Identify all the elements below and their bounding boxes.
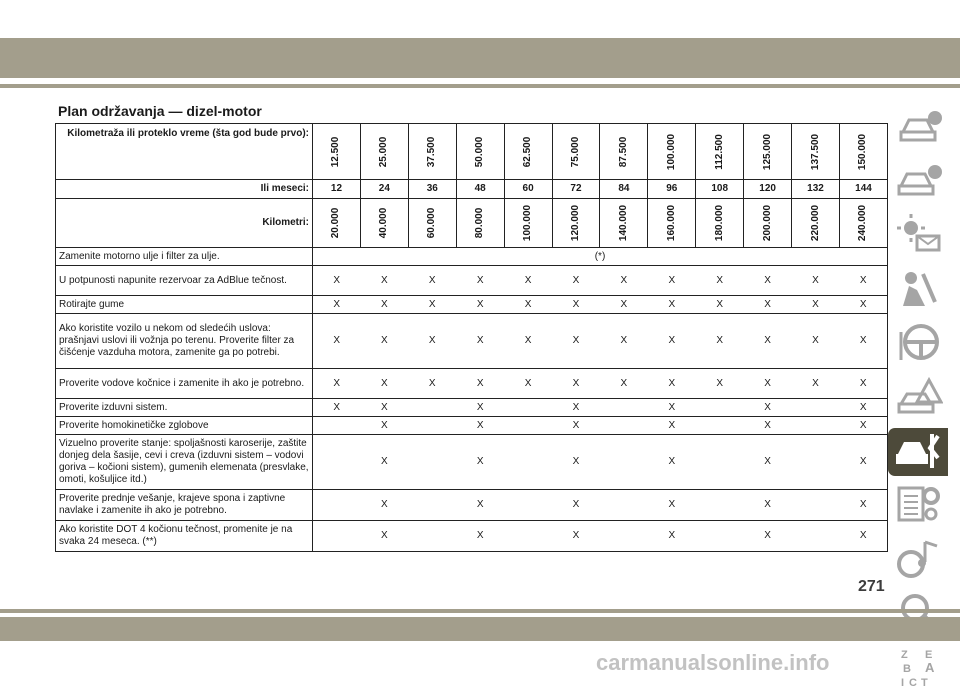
service-mark: X (744, 417, 792, 435)
service-mark (408, 521, 456, 552)
header-km-value: 75.000 (569, 136, 581, 167)
service-mark: X (504, 266, 552, 296)
service-mark: X (839, 399, 887, 417)
service-mark: X (456, 399, 504, 417)
header-months-label: Ili meseci: (56, 180, 313, 199)
sidebar-tab[interactable] (892, 644, 946, 692)
header-km-value: 50.000 (474, 136, 486, 167)
sidebar-tab[interactable] (892, 374, 946, 422)
service-mark: X (839, 296, 887, 314)
header-km-value: 125.000 (761, 133, 773, 170)
header-km-cell (839, 124, 887, 180)
watermark: carmanualsonline.info (596, 650, 830, 675)
service-mark: X (839, 490, 887, 521)
header-km2-value: 100.000 (522, 204, 534, 242)
header-km2-value: 80.000 (474, 207, 486, 239)
service-label: Ako koristite DOT 4 kočionu tečnost, promenite je na svaka 24 meseca. (**) (56, 521, 313, 552)
service-label: Proverite homokinetičke zglobove (56, 417, 313, 435)
service-mark: X (456, 490, 504, 521)
service-mark: X (839, 266, 887, 296)
service-row (56, 369, 888, 399)
service-mark (313, 435, 361, 490)
service-mark: X (552, 417, 600, 435)
service-mark: X (313, 314, 361, 369)
service-mark: X (313, 399, 361, 417)
header-km2-value: 160.000 (665, 204, 677, 242)
service-mark (600, 399, 648, 417)
service-mark: X (360, 490, 408, 521)
sidebar-tab[interactable] (892, 212, 946, 260)
header-km-value: 150.000 (857, 133, 869, 170)
service-mark (504, 399, 552, 417)
service-mark: X (360, 266, 408, 296)
header-month-cell: 84 (600, 180, 648, 199)
header-km-value: 25.000 (378, 136, 390, 167)
service-row (56, 399, 888, 417)
service-row (56, 296, 888, 314)
sidebar-tab[interactable] (892, 482, 946, 530)
service-mark: X (456, 435, 504, 490)
header-km2-value: 180.000 (713, 204, 725, 242)
service-mark: X (648, 369, 696, 399)
header-month-cell: 132 (792, 180, 840, 199)
header-km2-value: 120.000 (569, 204, 581, 242)
service-row (56, 490, 888, 521)
service-mark (504, 490, 552, 521)
service-mark: X (744, 369, 792, 399)
header-km2-cell (313, 199, 361, 248)
header-km2-value: 60.000 (426, 207, 438, 239)
header-km-cell (456, 124, 504, 180)
header-km2-value: 240.000 (857, 204, 869, 242)
service-mark: X (504, 314, 552, 369)
lights-message-icon (895, 212, 943, 261)
header-km-cell (696, 124, 744, 180)
header-km-value: 37.500 (426, 136, 438, 167)
header-month-cell: 48 (456, 180, 504, 199)
service-mark: X (408, 369, 456, 399)
sidebar-tab[interactable] (892, 266, 946, 314)
service-mark: X (360, 435, 408, 490)
header-km2-cell (792, 199, 840, 248)
service-mark: X (744, 435, 792, 490)
service-mark: X (360, 314, 408, 369)
header-month-cell: 12 (313, 180, 361, 199)
header-km-cell (552, 124, 600, 180)
header-km-label: Kilometraža ili proteklo vreme (šta god bude prvo): (56, 124, 313, 180)
service-mark: X (696, 314, 744, 369)
service-mark (600, 435, 648, 490)
header-km2-cell (552, 199, 600, 248)
service-mark: X (839, 314, 887, 369)
service-mark: X (504, 296, 552, 314)
service-mark: X (600, 266, 648, 296)
service-mark: X (504, 369, 552, 399)
service-mark (408, 490, 456, 521)
header-km2-cell (504, 199, 552, 248)
service-mark (600, 490, 648, 521)
service-mark: X (600, 314, 648, 369)
service-mark: X (792, 296, 840, 314)
service-mark (408, 417, 456, 435)
page-number: 271 (858, 578, 885, 595)
service-mark: X (744, 399, 792, 417)
steering-wheel-icon (895, 320, 943, 369)
service-mark (313, 417, 361, 435)
service-label: U potpunosti napunite rezervoar za AdBlue tečnost. (56, 266, 313, 296)
service-label: Proverite izduvni sistem. (56, 399, 313, 417)
service-mark: X (648, 490, 696, 521)
header-month-cell: 36 (408, 180, 456, 199)
service-mark: X (696, 266, 744, 296)
header-km2-value: 20.000 (330, 207, 342, 239)
multimedia-icon (895, 536, 943, 585)
header-row-kilometers (56, 199, 888, 248)
service-mark (696, 417, 744, 435)
svg-text:I: I (901, 676, 905, 688)
service-mark: X (839, 435, 887, 490)
header-km2-cell (600, 199, 648, 248)
service-mark (600, 417, 648, 435)
svg-text:Z: Z (901, 648, 908, 661)
header-km2-cell (696, 199, 744, 248)
service-mark: X (408, 314, 456, 369)
service-mark: X (744, 521, 792, 552)
service-mark: X (648, 266, 696, 296)
service-mark: X (313, 369, 361, 399)
header-km2-cell (648, 199, 696, 248)
service-label: Vizuelno proverite stanje: spoljašnosti karoserije, zaštite donjeg dela šasije, cevi i creva (izduvni sistem – vodovi goriva – kočioni sistem), gumenih elemenata (presvlake, omoti, košuljice itd.) (56, 435, 313, 490)
service-label: Proverite prednje vešanje, krajeve spona i zaptivne navlake i zamenite ih ako je potrebno. (56, 490, 313, 521)
service-mark: X (360, 399, 408, 417)
service-mark: X (552, 296, 600, 314)
service-mark: X (360, 369, 408, 399)
svg-text:T: T (921, 676, 928, 688)
service-mark: X (456, 314, 504, 369)
svg-text:C: C (909, 676, 917, 688)
list-settings-icon (895, 482, 943, 531)
header-month-cell: 24 (360, 180, 408, 199)
service-label: Zamenite motorno ulje i filter za ulje. (56, 248, 313, 266)
service-mark: X (552, 399, 600, 417)
service-mark: X (456, 266, 504, 296)
service-mark: X (360, 521, 408, 552)
service-note: (*) (313, 248, 888, 266)
service-mark (792, 521, 840, 552)
service-mark: X (744, 266, 792, 296)
service-mark (792, 399, 840, 417)
service-mark: X (648, 314, 696, 369)
service-mark (313, 490, 361, 521)
service-mark: X (552, 435, 600, 490)
service-mark (313, 521, 361, 552)
service-row (56, 417, 888, 435)
service-mark: X (648, 296, 696, 314)
index-abc-icon (895, 644, 943, 693)
header-km-value: 12.500 (330, 136, 342, 167)
service-mark: X (744, 314, 792, 369)
maintenance-table (55, 123, 888, 552)
service-mark (696, 399, 744, 417)
service-mark: X (792, 369, 840, 399)
service-mark (408, 435, 456, 490)
service-mark: X (360, 296, 408, 314)
top-rule (0, 84, 960, 88)
service-mark: X (552, 521, 600, 552)
svg-text:E: E (925, 648, 933, 661)
service-row (56, 521, 888, 552)
service-mark: X (456, 369, 504, 399)
car-info-icon (895, 104, 943, 153)
header-km-value: 87.500 (617, 136, 629, 167)
header-km2-label: Kilometri: (56, 199, 313, 248)
service-mark (504, 521, 552, 552)
service-mark: X (408, 296, 456, 314)
service-label: Rotirajte gume (56, 296, 313, 314)
header-km-value: 62.500 (522, 136, 534, 167)
header-km2-cell (360, 199, 408, 248)
header-km-value: 100.000 (665, 133, 677, 170)
service-mark: X (839, 417, 887, 435)
service-mark: X (648, 399, 696, 417)
car-warning-icon (895, 158, 943, 207)
bottom-band (0, 617, 960, 641)
header-km2-cell (839, 199, 887, 248)
header-km2-value: 140.000 (617, 204, 629, 242)
header-km2-cell (408, 199, 456, 248)
header-km-cell (792, 124, 840, 180)
service-mark: X (456, 521, 504, 552)
service-mark: X (839, 521, 887, 552)
svg-text:A: A (925, 659, 935, 675)
service-mark: X (408, 266, 456, 296)
service-row (56, 266, 888, 296)
header-km2-cell (456, 199, 504, 248)
header-km-cell (360, 124, 408, 180)
service-mark: X (313, 296, 361, 314)
header-km2-value: 40.000 (378, 207, 390, 239)
service-mark: X (456, 417, 504, 435)
top-band (0, 38, 960, 78)
service-mark (792, 435, 840, 490)
sidebar-tab[interactable] (892, 536, 946, 584)
car-breakdown-icon (895, 374, 943, 423)
svg-text:B: B (903, 662, 911, 675)
header-km-value: 112.500 (713, 133, 725, 170)
service-mark (408, 399, 456, 417)
service-row (56, 314, 888, 369)
header-month-cell: 144 (839, 180, 887, 199)
sidebar-tab[interactable] (892, 158, 946, 206)
service-mark: X (600, 369, 648, 399)
service-label: Ako koristite vozilo u nekom od sledećih uslova: prašnjavi uslovi ili vožnja po terenu. Proverite filter za čišćenje vazduha motora, zamenite ga po potrebi. (56, 314, 313, 369)
page-title: Plan održavanja — dizel-motor (58, 103, 262, 119)
service-mark: X (648, 435, 696, 490)
service-mark (792, 417, 840, 435)
header-km2-cell (744, 199, 792, 248)
service-mark: X (648, 417, 696, 435)
service-mark: X (696, 369, 744, 399)
service-mark (504, 435, 552, 490)
service-mark: X (839, 369, 887, 399)
sidebar-tab[interactable] (888, 428, 948, 476)
header-month-cell: 96 (648, 180, 696, 199)
service-mark (696, 435, 744, 490)
sidebar-tab[interactable] (892, 320, 946, 368)
service-row (56, 248, 888, 266)
service-mark (792, 490, 840, 521)
header-month-cell: 120 (744, 180, 792, 199)
header-km-value: 137.500 (809, 133, 821, 170)
service-mark: X (456, 296, 504, 314)
service-mark: X (648, 521, 696, 552)
service-mark: X (600, 296, 648, 314)
service-row (56, 435, 888, 490)
service-mark: X (552, 314, 600, 369)
safety-airbag-icon (895, 266, 943, 315)
service-mark (504, 417, 552, 435)
service-mark: X (360, 417, 408, 435)
service-mark: X (552, 369, 600, 399)
header-month-cell: 60 (504, 180, 552, 199)
header-km2-value: 220.000 (809, 204, 821, 242)
service-mark: X (552, 490, 600, 521)
header-km2-value: 200.000 (761, 204, 773, 242)
header-km-cell (600, 124, 648, 180)
header-km-cell (504, 124, 552, 180)
header-km-cell (313, 124, 361, 180)
header-month-cell: 72 (552, 180, 600, 199)
header-km-cell (744, 124, 792, 180)
sidebar-tab[interactable] (892, 104, 946, 152)
service-mark (600, 521, 648, 552)
service-mark: X (552, 266, 600, 296)
service-mark: X (313, 266, 361, 296)
header-row-months (56, 180, 888, 199)
service-mark: X (744, 296, 792, 314)
service-mark: X (744, 490, 792, 521)
header-km-cell (648, 124, 696, 180)
service-mark: X (792, 314, 840, 369)
service-mark (696, 521, 744, 552)
service-mark: X (792, 266, 840, 296)
header-row-km (56, 124, 888, 180)
service-label: Proverite vodove kočnice i zamenite ih ako je potrebno. (56, 369, 313, 399)
bottom-rule (0, 609, 960, 613)
header-month-cell: 108 (696, 180, 744, 199)
service-mark: X (696, 296, 744, 314)
header-km-cell (408, 124, 456, 180)
car-service-icon (894, 428, 942, 477)
service-mark (696, 490, 744, 521)
